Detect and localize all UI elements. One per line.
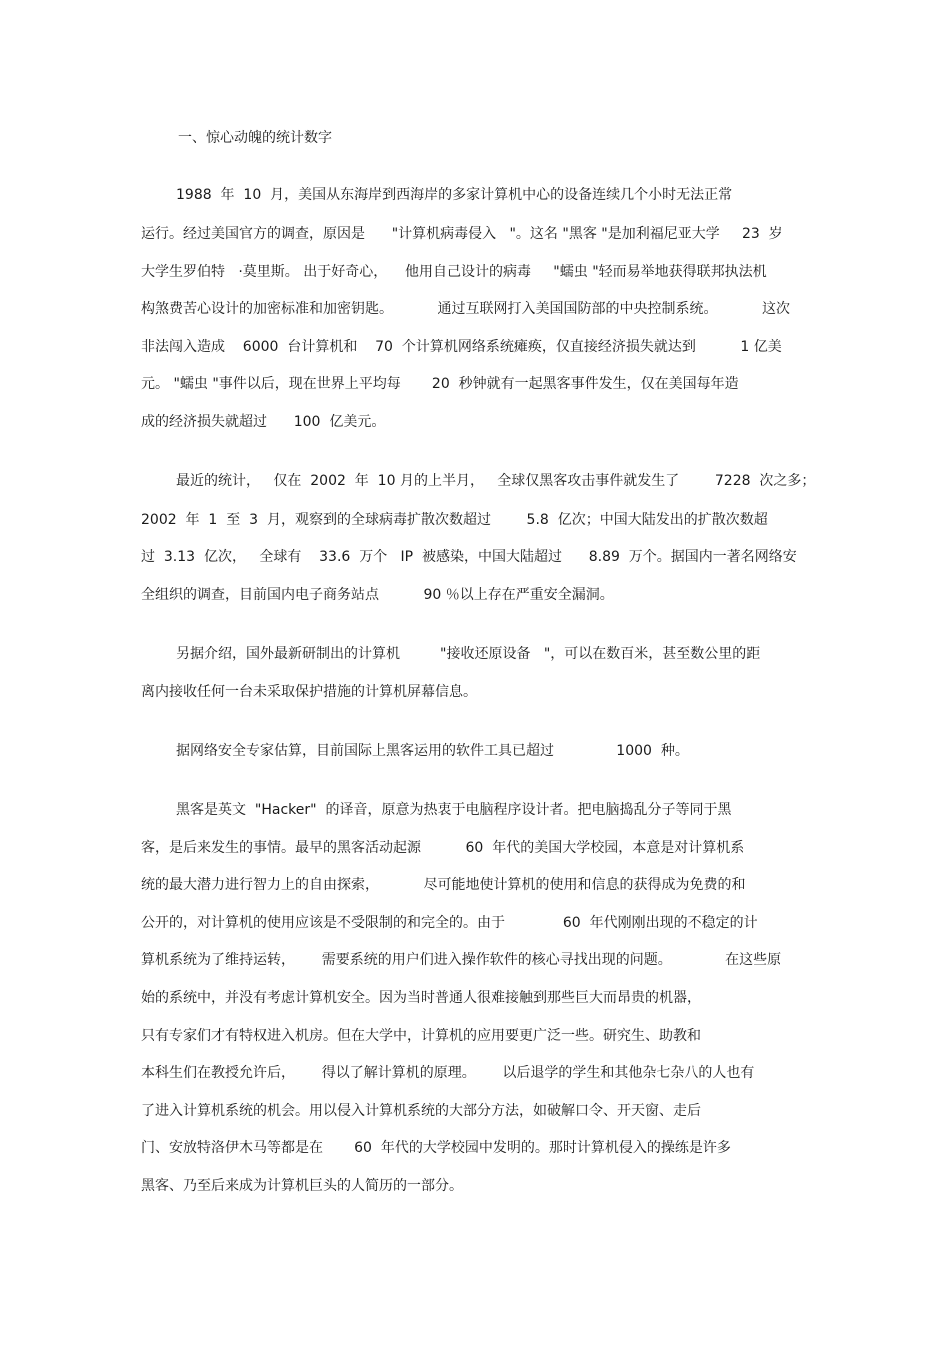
paragraph-1-line-6: 元。 "蠕虫 "事件以后，现在世界上平均每 20 秒钟就有一起黑客事件发生，仅在美国每年造 <box>141 376 739 392</box>
paragraph-5-line-2: 客，是后来发生的事情。最早的黑客活动起源 60 年代的美国大学校园，本意是对计算机系 <box>141 840 745 856</box>
paragraph-5-line-7: 只有专家们才有特权进入机房。但在大学中，计算机的应用要更广泛一些。研究生、助教和 <box>141 1028 701 1044</box>
paragraph-5-line-8: 本科生们在教授允许后， 得以了解计算机的原理。 以后退学的学生和其他杂七杂八的人也有 <box>141 1065 755 1081</box>
paragraph-2-line-1: 最近的统计， 仅在 2002 年 10 月的上半月， 全球仅黑客攻击事件就发生了 7228 次之多； <box>176 473 816 489</box>
paragraph-5-line-1: 黑客是英文 "Hacker" 的译音，原意为热衷于电脑程序设计者。把电脑捣乱分子等同于黑 <box>176 802 732 818</box>
section-heading: 一、惊心动魄的统计数字 <box>178 130 332 146</box>
paragraph-3-line-1: 另据介绍，国外最新研制出的计算机 "接收还原设备 "，可以在数百米，甚至数公里的距 <box>176 646 761 662</box>
paragraph-2-line-2: 2002 年 1 至 3 月，观察到的全球病毒扩散次数超过 5.8 亿次；中国大陆发出的扩散次数超 <box>141 512 768 528</box>
paragraph-3-line-2: 离内接收任何一台未采取保护措施的计算机屏幕信息。 <box>141 684 477 700</box>
paragraph-5-line-6: 始的系统中，并没有考虑计算机安全。因为当时普通人很难接触到那些巨大而昂贵的机器， <box>141 990 701 1006</box>
paragraph-5-line-5: 算机系统为了维持运转， 需要系统的用户们进入操作软件的核心寻找出现的问题。 在这些原 <box>141 952 782 968</box>
paragraph-1-line-3: 大学生罗伯特 ·莫里斯。 出于好奇心， 他用自己设计的病毒 "蠕虫 "轻而易举地获得联邦执法机 <box>141 264 767 280</box>
paragraph-1-line-5: 非法闯入造成 6000 台计算机和 70 个计算机网络系统瘫痪，仅直接经济损失就达到 1 亿美 <box>141 339 782 355</box>
paragraph-1-line-7: 成的经济损失就超过 100 亿美元。 <box>141 414 386 430</box>
paragraph-1-line-2: 运行。经过美国官方的调查，原因是 "计算机病毒侵入 "。这名 "黑客 "是加利福尼亚大学 23 岁 <box>141 226 783 242</box>
paragraph-5-line-3: 统的最大潜力进行智力上的自由探索， 尽可能地使计算机的使用和信息的获得成为免费的和 <box>141 877 746 893</box>
paragraph-4-line-1: 据网络安全专家估算，目前国际上黑客运用的软件工具已超过 1000 种。 <box>176 743 689 759</box>
paragraph-5-line-4: 公开的，对计算机的使用应该是不受限制的和完全的。由于 60 年代刚刚出现的不稳定的计 <box>141 915 758 931</box>
paragraph-5-line-9: 了进入计算机系统的机会。用以侵入计算机系统的大部分方法，如破解口令、开天窗、走后 <box>141 1103 701 1119</box>
paragraph-2-line-3: 过 3.13 亿次， 全球有 33.6 万个 IP 被感染，中国大陆超过 8.89 万个。据国内一著名网络安 <box>141 549 797 565</box>
paragraph-5-line-11: 黑客、乃至后来成为计算机巨头的人简历的一部分。 <box>141 1178 463 1194</box>
paragraph-1-line-4: 构煞费苦心设计的加密标准和加密钥匙。 通过互联网打入美国国防部的中央控制系统。 这次 <box>141 301 791 317</box>
paragraph-1-line-1: 1988 年 10 月，美国从东海岸到西海岸的多家计算机中心的设备连续几个小时无法正常 <box>176 187 733 203</box>
paragraph-2-line-4: 全组织的调查，目前国内电子商务站点 90 ％以上存在严重安全漏洞。 <box>141 587 614 603</box>
paragraph-5-line-10: 门、安放特洛伊木马等都是在 60 年代的大学校园中发明的。那时计算机侵入的操练是许多 <box>141 1140 731 1156</box>
